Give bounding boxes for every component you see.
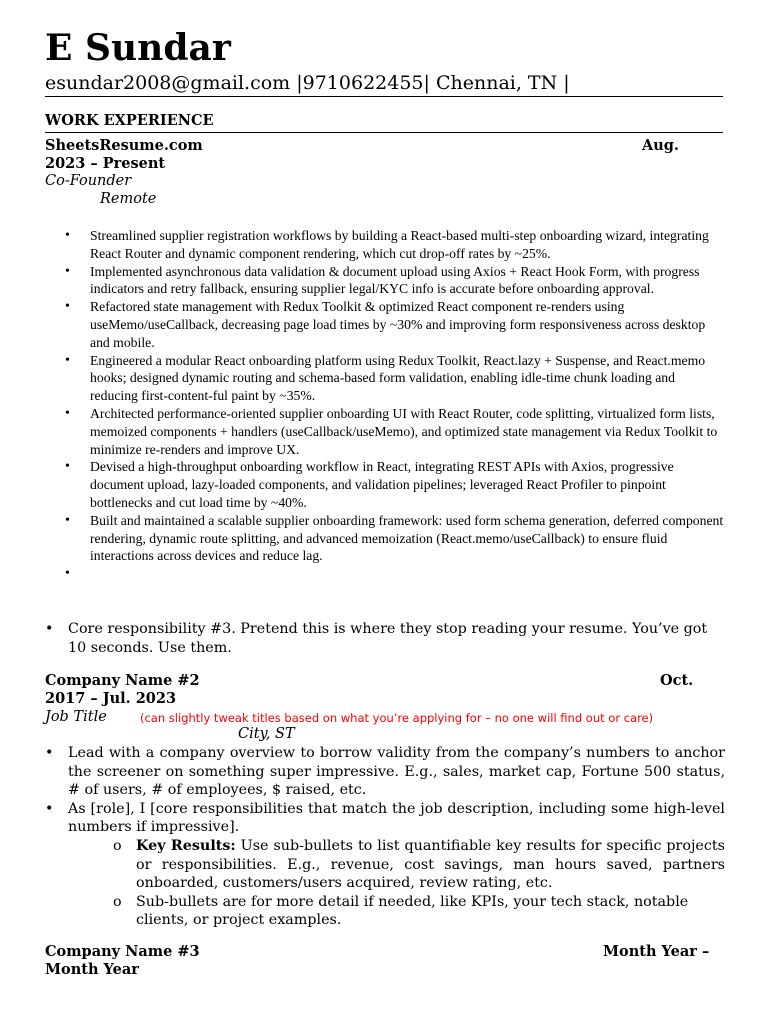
- job-3-date-start: Month Year –: [603, 943, 710, 960]
- sub-list-item: o Sub-bullets are for more detail if needed, like KPIs, your tech stack, notable clients, or project examples.: [68, 893, 725, 930]
- list-item: • Lead with a company overview to borrow validity from the company’s numbers to anchor the screener on something super impressive. E.g., sales, market cap, Fortune 500 status, # of users, # of employees, $ raised, etc.: [45, 744, 725, 800]
- key-results-text: Use sub-bullets to list quantifiable key results for specific projects or responsibilities. E.g., revenue, cost savings, man hours saved, partners onboarded, customers/users acquired, review rating, etc.: [136, 837, 725, 892]
- section-title: WORK EXPERIENCE: [45, 112, 214, 129]
- job-1-date-cont: 2023 – Present: [45, 155, 166, 172]
- job-1-title: Co-Founder: [45, 173, 132, 189]
- list-item: • Streamlined supplier registration workflows by building a React-based multi-step onboarding wizard, integrating React Router and dynamic component rendering, which cut drop-off rates by ~25%.: [45, 227, 725, 263]
- list-item: • Core responsibility #3. Pretend this is where they stop reading your resume. You’ve got 10 seconds. Use them.: [45, 620, 725, 657]
- job-1-location: Remote: [100, 191, 157, 207]
- list-item: • Built and maintained a scalable supplier onboarding framework: used form schema generation, deferred component rendering, dynamic route splitting, and advanced memoization (React.memo/useCallback) to ensure fluid interactions across devices and reduce lag.: [45, 512, 725, 565]
- list-item: [45, 800, 725, 930]
- sub-list-item: [68, 837, 725, 893]
- list-item: • Architected performance-oriented supplier onboarding UI with React Router, code splitting, virtualized form lists, memoized components + handlers (useCallback/useMemo), and optimized state management via Redux Toolkit to minimize re-renders and improve UX.: [45, 405, 725, 458]
- job-2-title-note: (can slightly tweak titles based on what you’re applying for – no one will find out or care): [140, 711, 654, 725]
- list-item: • Devised a high-throughput onboarding workflow in React, integrating REST APIs with Axios, progressive document upload, lazy-loaded components, and validation pipelines; leveraged React Profiler to pinpoint bottlenecks and cut load time by ~40%.: [45, 458, 725, 511]
- job-2-company: Company Name #2: [45, 672, 200, 689]
- job-1-bullet-list: [45, 227, 725, 583]
- job-2-title: Job Title: [45, 709, 107, 725]
- job-2-bullet-list: [45, 744, 725, 930]
- job-2-date-start: Oct.: [660, 672, 694, 689]
- list-item: • Engineered a modular React onboarding platform using Redux Toolkit, React.lazy + Suspense, and React.memo hooks; designed dynamic routing and schema-based form validation, enabling idle-time chunk loading and reducing first-content-ful paint by ~35%.: [45, 352, 725, 405]
- list-item: • Refactored state management with Redux Toolkit & optimized React component re-renders using useMemo/useCallback, decreasing page load times by ~30% and improving form responsiveness across desktop and mobile.: [45, 298, 725, 351]
- job-2-date-cont: 2017 – Jul. 2023: [45, 690, 177, 707]
- job-2-location: City, ST: [238, 726, 295, 742]
- list-item: • Implemented asynchronous data validation & document upload using Axios + React Hook Form, with progress indicators and retry fallback, ensuring supplier legal/KYC info is accurate before onboarding approval.: [45, 263, 725, 299]
- key-results-label: Key Results:: [136, 837, 236, 854]
- section-divider: [45, 132, 723, 133]
- list-item-text: As [role], I [core responsibilities that match the job description, including some high-level numbers if impressive].: [68, 800, 725, 836]
- job-1-date-start: Aug.: [642, 137, 679, 154]
- job-3-company: Company Name #3: [45, 943, 200, 960]
- candidate-name: E Sundar: [45, 27, 231, 69]
- job-1-company: SheetsResume.com: [45, 137, 203, 154]
- job-3-date-cont: Month Year: [45, 961, 139, 978]
- header-divider: [45, 96, 723, 97]
- empty-list-item: [45, 565, 725, 583]
- job-1-extra-list: [45, 620, 725, 657]
- sub-bullet-list: [68, 837, 725, 930]
- contact-line: esundar2008@gmail.com |9710622455| Chennai, TN |: [45, 72, 570, 94]
